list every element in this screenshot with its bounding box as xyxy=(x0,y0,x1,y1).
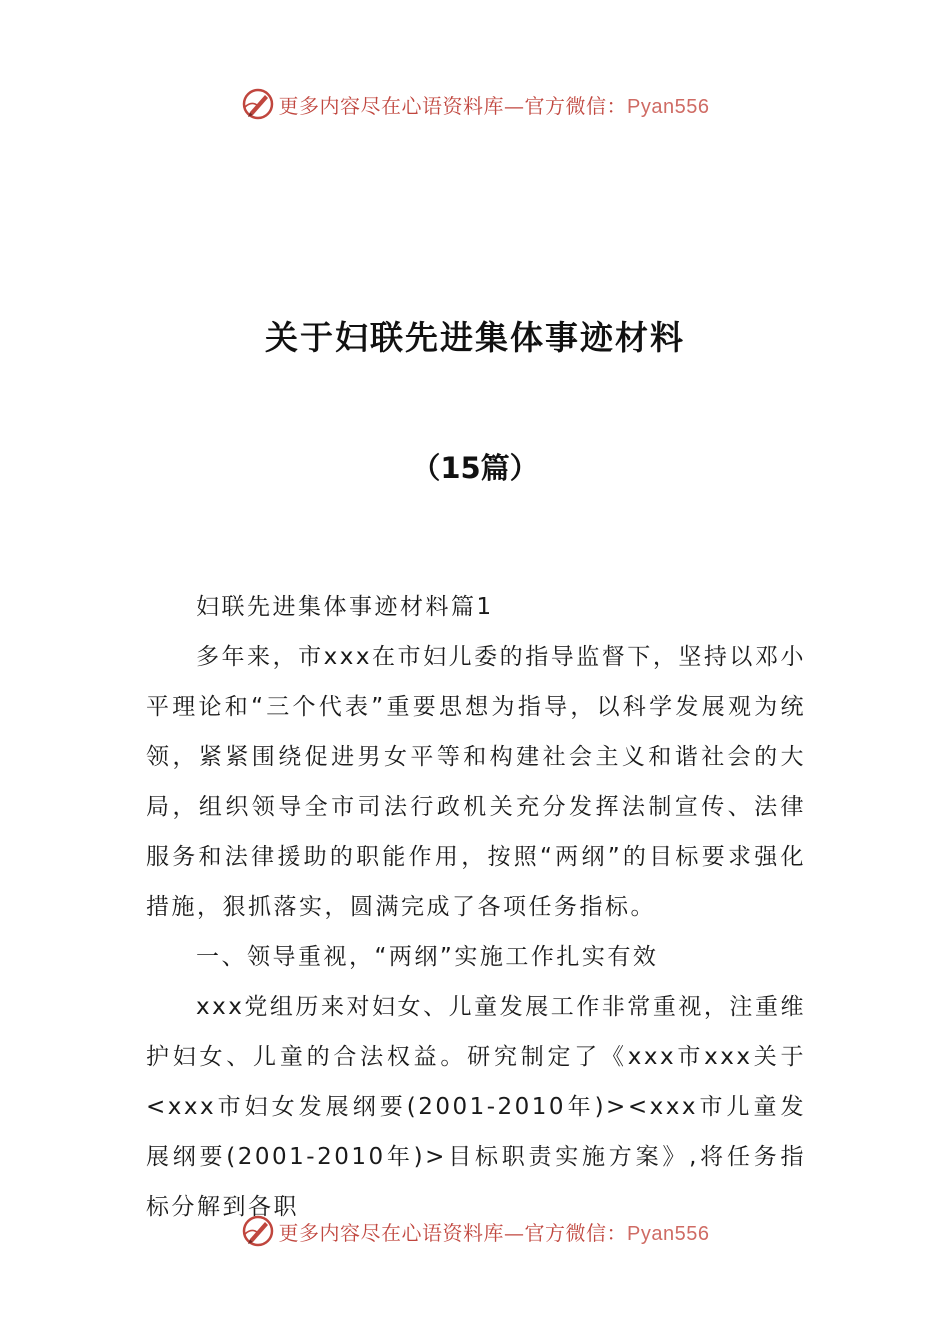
document-subtitle: （15篇） xyxy=(411,451,539,485)
document-title: 关于妇联先进集体事迹材料 xyxy=(265,318,685,357)
wechat-id: Pyan556 xyxy=(627,95,710,118)
pen-logo-icon xyxy=(241,87,275,121)
header-watermark xyxy=(0,84,950,124)
footer-watermark xyxy=(0,1211,950,1251)
body-paragraph: 多年来，市xxx在市妇儿委的指导监督下，坚持以邓小平理论和“三个代表”重要思想为指导，以科学发展观为统领，紧紧围绕促进男女平等和构建社会主义和谐社会的大局，组织领导全市司法行政机关充分发挥法制宣传、法律服务和法律援助的职能作用，按照“两纲”的目标要求强化措施，狠抓落实，圆满完成了各项任务指标。 xyxy=(146,644,806,920)
watermark-text: 更多内容尽在心语资料库—官方微信：Pyan556 xyxy=(278,93,710,118)
pen-logo-icon xyxy=(241,1214,275,1248)
watermark-text: 更多内容尽在心语资料库—官方微信：Pyan556 xyxy=(278,1220,710,1245)
wechat-id: Pyan556 xyxy=(627,1222,710,1245)
section-heading: 妇联先进集体事迹材料篇1 xyxy=(196,594,494,620)
section-heading: 一、领导重视，“两纲”实施工作扎实有效 xyxy=(196,944,659,970)
document-body xyxy=(146,582,806,1232)
body-paragraph: xxx党组历来对妇女、儿童发展工作非常重视，注重维护妇女、儿童的合法权益。研究制定了《xxx市xxx关于<xxx市妇女发展纲要(2001-2010年)><xxx市儿童发展纲要(2001-2010年)>目标职责实施方案》,将任务指标分解到各职 xyxy=(146,994,806,1220)
